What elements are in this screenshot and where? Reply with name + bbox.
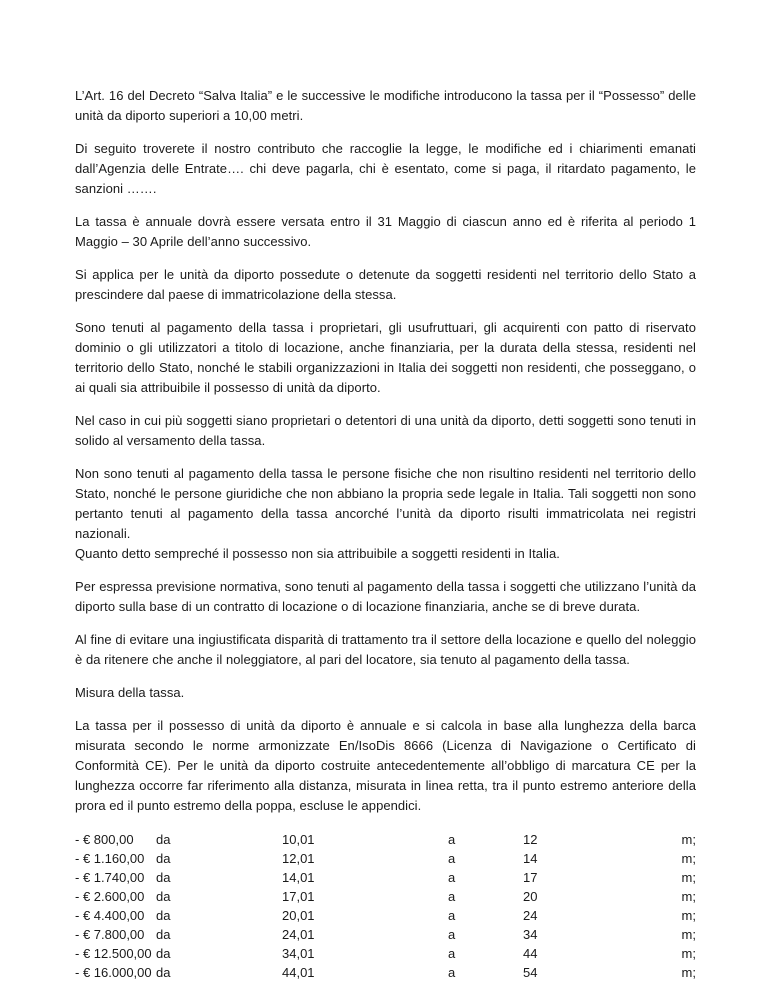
rate-to-word: a: [448, 832, 456, 847]
table-row: [75, 887, 696, 906]
table-row: [75, 849, 696, 868]
rate-from-word: da: [156, 908, 171, 923]
paragraph-contents: Di seguito troverete il nostro contributo che raccoglie la legge, le modifiche ed i chiarimenti emanati dall’Agenzia delle Entrate…. chi deve pagarla, chi è esentato, come si paga, il ritardato pagamento, le sanzioni …….: [75, 141, 696, 196]
rate-to-word: a: [448, 965, 456, 980]
rate-length-from: 24,01: [282, 927, 315, 942]
rate-amount: - € 4.400,00: [75, 908, 145, 923]
rate-to-word: a: [448, 870, 456, 885]
paragraph-length-measurement: La tassa per il possesso di unità da diporto è annuale e si calcola in base alla lunghezza della barca misurata secondo le norme armonizzate En/IsoDis 8666 (Licenza di Navigazione o Certificato di Conformità CE). Per le unità da diporto costruite antecedentemente all’obbligo di marcatura CE per la lunghezza occorre far riferimento alla distanza, misurata in linea retta, tra il punto estremo anteriore della prora ed il punto estremo della poppa, escluse le appendici.: [75, 718, 696, 813]
rate-to-word: a: [448, 927, 456, 942]
rate-length-to: 17: [523, 870, 538, 885]
rate-from-word: da: [156, 965, 171, 980]
paragraph-obligated-parties: Sono tenuti al pagamento della tassa i proprietari, gli usufruttuari, gli acquirenti con patto di riservato dominio o gli utilizzatori a titolo di locazione, anche finanziaria, per la durata della stessa, residenti nel territorio dello Stato, nonché le stabili organizzazioni in Italia dei soggetti non residenti, che posseggano, o ai quali sia attribuibile il possesso di unità da diporto.: [75, 320, 696, 395]
paragraph-exemptions: [75, 464, 696, 564]
rate-unit: m;: [681, 889, 696, 904]
exemptions-note: Quanto detto sempreché il possesso non sia attribuibile a soggetti residenti in Italia.: [75, 546, 560, 561]
rate-length-to: 54: [523, 965, 538, 980]
rate-unit: m;: [681, 851, 696, 866]
paragraph-payment-period: La tassa è annuale dovrà essere versata entro il 31 Maggio di ciascun anno ed è riferita al periodo 1 Maggio – 30 Aprile dell’anno successivo.: [75, 214, 696, 249]
rate-from-word: da: [156, 927, 171, 942]
table-row: [75, 868, 696, 887]
rate-amount: - € 7.800,00: [75, 927, 145, 942]
rate-unit: m;: [681, 908, 696, 923]
rate-amount: - € 800,00: [75, 832, 134, 847]
rate-length-from: 14,01: [282, 870, 315, 885]
rate-length-to: 34: [523, 927, 538, 942]
rate-length-to: 14: [523, 851, 538, 866]
rate-length-from: 20,01: [282, 908, 315, 923]
table-row: [75, 830, 696, 849]
paragraph-intro: L’Art. 16 del Decreto “Salva Italia” e le successive le modifiche introducono la tassa per il “Possesso” delle unità da diporto superiori a 10,00 metri.: [75, 88, 696, 123]
rate-from-word: da: [156, 889, 171, 904]
rate-length-from: 44,01: [282, 965, 315, 980]
tax-rate-table: [75, 830, 696, 982]
rate-unit: m;: [681, 832, 696, 847]
table-row: [75, 906, 696, 925]
table-row: [75, 925, 696, 944]
rate-length-to: 12: [523, 832, 538, 847]
rate-to-word: a: [448, 889, 456, 904]
rate-from-word: da: [156, 946, 171, 961]
paragraph-applicability: Si applica per le unità da diporto possedute o detenute da soggetti residenti nel territorio dello Stato a prescindere dal paese di immatricolazione della stessa.: [75, 267, 696, 302]
rate-length-from: 10,01: [282, 832, 315, 847]
paragraph-leasing: Per espressa previsione normativa, sono tenuti al pagamento della tassa i soggetti che utilizzano l’unità da diporto sulla base di un contratto di locazione o di locazione finanziaria, anche se di breve durata.: [75, 579, 696, 614]
rate-to-word: a: [448, 946, 456, 961]
rate-from-word: da: [156, 870, 171, 885]
rate-length-to: 20: [523, 889, 538, 904]
rate-length-to: 24: [523, 908, 538, 923]
table-row: [75, 963, 696, 982]
rate-amount: - € 12.500,00: [75, 946, 152, 961]
paragraph-charter: Al fine di evitare una ingiustificata disparità di trattamento tra il settore della locazione e quello del noleggio è da ritenere che anche il noleggiatore, al pari del locatore, sia tenuto al pagamento della tassa.: [75, 632, 696, 667]
rate-length-from: 34,01: [282, 946, 315, 961]
rate-to-word: a: [448, 908, 456, 923]
rate-length-to: 44: [523, 946, 538, 961]
rate-amount: - € 1.740,00: [75, 870, 145, 885]
section-heading-tax-amount: Misura della tassa.: [75, 685, 185, 700]
rate-amount: - € 1.160,00: [75, 851, 145, 866]
exemptions-text: Non sono tenuti al pagamento della tassa le persone fisiche che non risultino residenti nel territorio dello Stato, nonché le persone giuridiche che non abbiano la propria sede legale in Italia. Tali soggetti non sono pertanto tenuti al pagamento della tassa ancorché l’unità da diporto risulti immatricolata nei registri nazionali.: [75, 466, 696, 541]
rate-amount: - € 2.600,00: [75, 889, 145, 904]
rate-unit: m;: [681, 870, 696, 885]
rate-unit: m;: [681, 927, 696, 942]
rate-amount: - € 16.000,00: [75, 965, 152, 980]
rate-length-from: 12,01: [282, 851, 315, 866]
rate-to-word: a: [448, 851, 456, 866]
rate-unit: m;: [681, 965, 696, 980]
rate-length-from: 17,01: [282, 889, 315, 904]
rate-unit: m;: [681, 946, 696, 961]
rate-from-word: da: [156, 851, 171, 866]
table-row: [75, 944, 696, 963]
paragraph-joint-liability: Nel caso in cui più soggetti siano proprietari o detentori di una unità da diporto, detti soggetti sono tenuti in solido al versamento della tassa.: [75, 413, 696, 448]
rate-from-word: da: [156, 832, 171, 847]
